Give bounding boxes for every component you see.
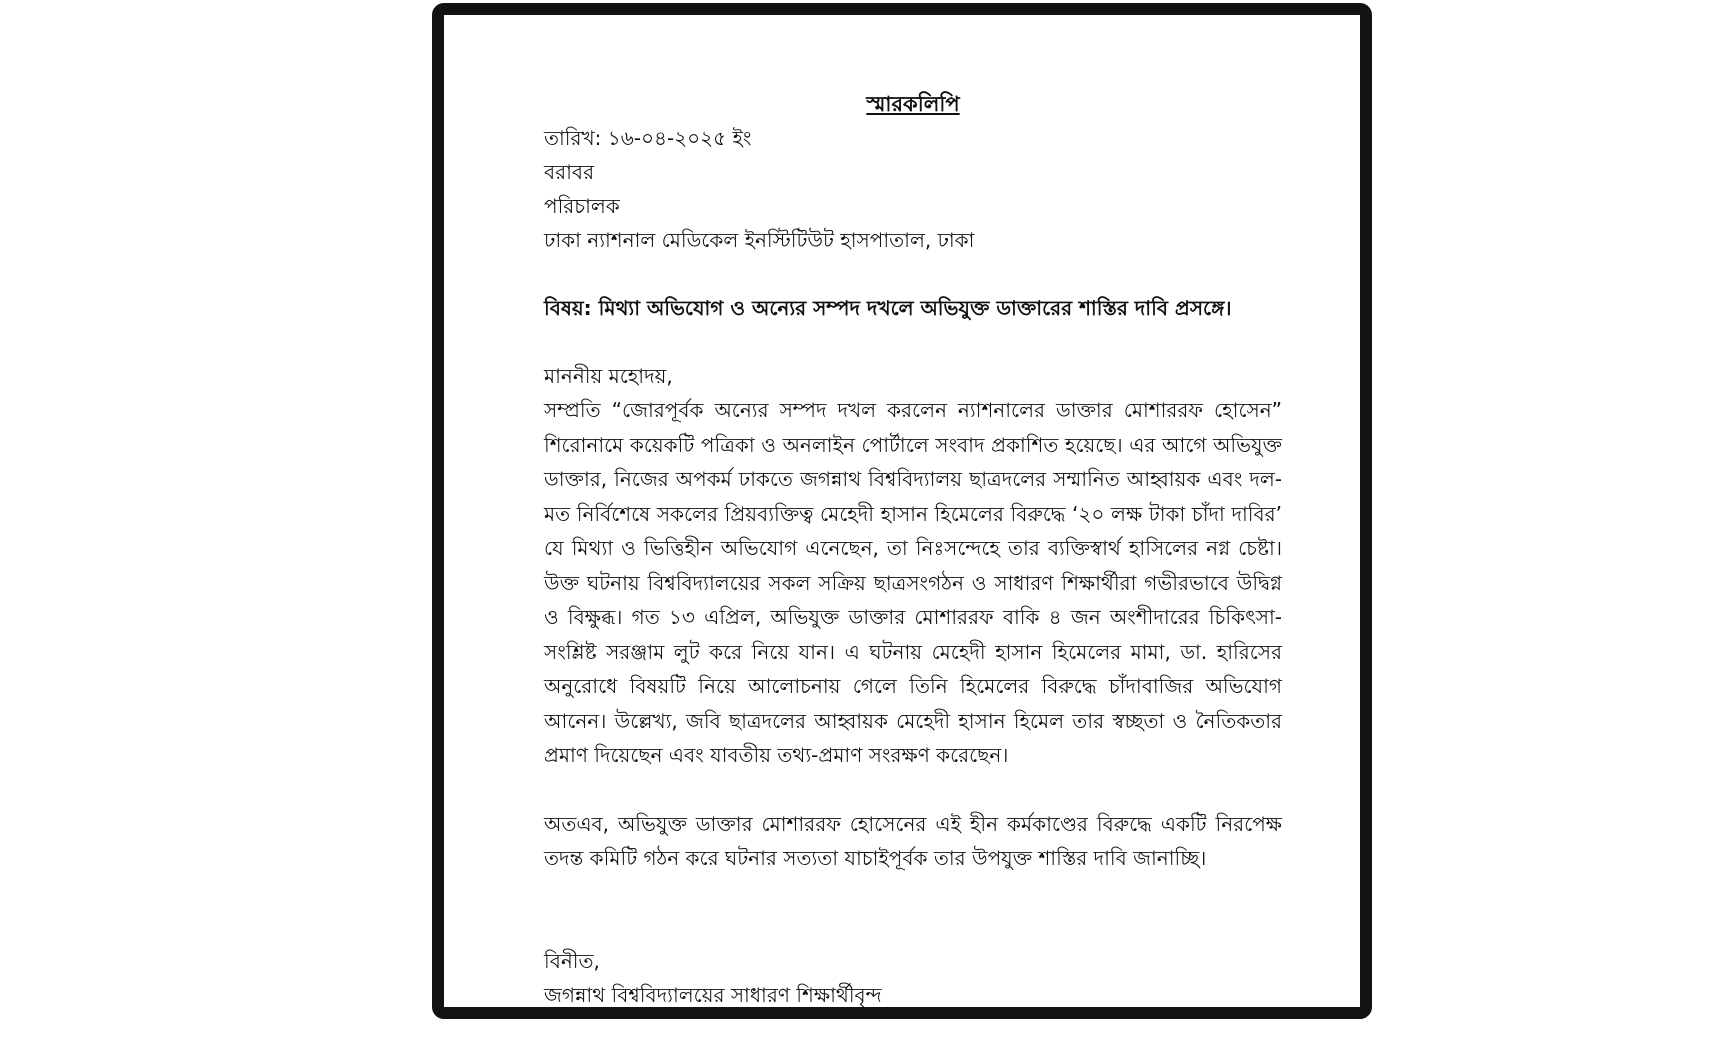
signatory: জগন্নাথ বিশ্ববিদ্যালয়ের সাধারণ শিক্ষার্থীবৃন্দ <box>544 982 882 1007</box>
addressee-line-2: পরিচালক <box>544 194 620 218</box>
memorandum-page <box>544 87 1282 1007</box>
closing: বিনীত, <box>544 948 600 973</box>
subject-line: বিষয়: মিথ্যা অভিযোগ ও অন্যের সম্পদ দখলে অভিযুক্ত ডাক্তারের শাস্তির দাবি প্রসঙ্গে। <box>544 296 1232 320</box>
body-paragraph-2: অতএব, অভিযুক্ত ডাক্তার মোশাররফ হোসেনের এই হীন কর্মকাণ্ডের বিরুদ্ধে একটি নিরপেক্ষ তদন্ত কমিটি গঠন করে ঘটনার সত্যতা যাচাইপূর্বক তার উপযুক্ত শাস্তির দাবি জানাচ্ছি। <box>544 811 1282 870</box>
addressee-line-3: ঢাকা ন্যাশনাল মেডিকেল ইনস্টিটিউট হাসপাতাল, ঢাকা <box>544 228 975 252</box>
document-frame <box>432 3 1372 1019</box>
body-paragraph-1: সম্প্রতি “জোরপূর্বক অন্যের সম্পদ দখল করলেন ন্যাশনালের ডাক্তার মোশাররফ হোসেন” শিরোনামে কয়েকটি পত্রিকা ও অনলাইন পোর্টালে সংবাদ প্রকাশিত হয়েছে। এর আগে অভিযুক্ত ডাক্তার, নিজের অপকর্ম ঢাকতে জগন্নাথ বিশ্ববিদ্যালয় ছাত্রদলের সম্মানিত আহ্বায়ক এবং দল-মত নির্বিশেষে সকলের প্রিয়ব্যক্তিত্ব মেহেদী হাসান হিমেলের বিরুদ্ধে ‘২০ লক্ষ টাকা চাঁদা দাবির’ যে মিথ্যা ও ভিত্তিহীন অভিযোগ এনেছেন, তা নিঃসন্দেহে তার ব্যক্তিস্বার্থ হাসিলের নগ্ন চেষ্টা।উক্ত ঘটনায় বিশ্ববিদ্যালয়ের সকল সক্রিয় ছাত্রসংগঠন ও সাধারণ শিক্ষার্থীরা গভীরভাবে উদ্বিগ্ন ও বিক্ষুব্ধ। গত ১৩ এপ্রিল, অভিযুক্ত ডাক্তার মোশাররফ বাকি ৪ জন অংশীদারের চিকিৎসা-সংশ্লিষ্ট সরঞ্জাম লুট করে নিয়ে যান। এ ঘটনায় মেহেদী হাসান হিমেলের মামা, ডা. হারিসের অনুরোধে বিষয়টি নিয়ে আলোচনায় গেলে তিনি হিমেলের বিরুদ্ধে চাঁদাবাজির অভিযোগ আনেন। উল্লেখ্য, জবি ছাত্রদলের আহ্বায়ক মেহেদী হাসান হিমেল তার স্বচ্ছতা ও নৈতিকতার প্রমাণ দিয়েছেন এবং যাবতীয় তথ্য-প্রমাণ সংরক্ষণ করেছেন। <box>544 398 1282 767</box>
addressee-line-1: বরাবর <box>544 160 595 184</box>
date-line: তারিখ: ১৬-০৪-২০২৫ ইং <box>544 126 752 150</box>
salutation: মাননীয় মহোদয়, <box>544 364 673 388</box>
document-title: স্মারকলিপি <box>866 92 960 116</box>
